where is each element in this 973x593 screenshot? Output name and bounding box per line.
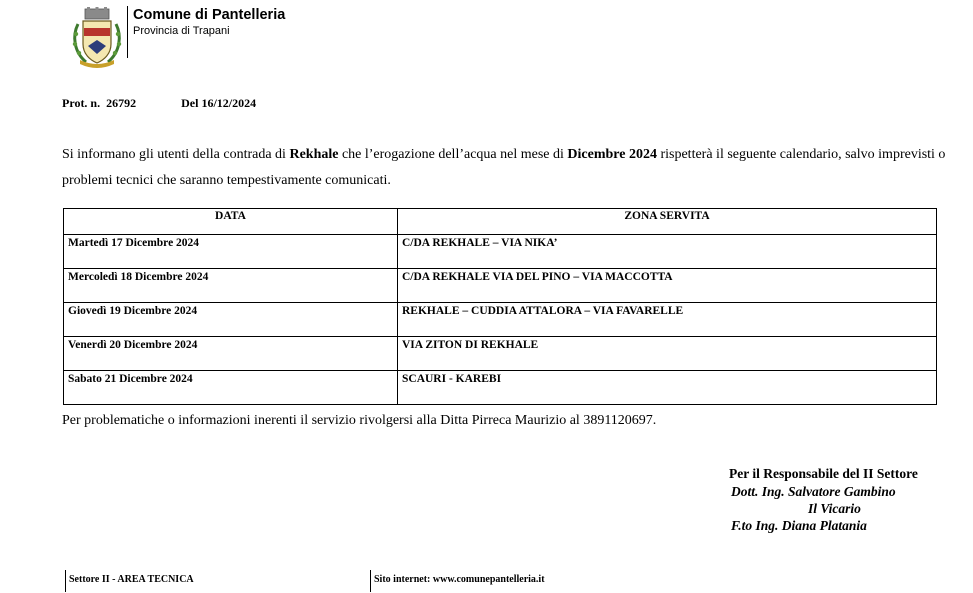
header-divider — [127, 6, 128, 58]
table-row — [64, 269, 937, 303]
footer-sector: Settore II - AREA TECNICA — [69, 574, 194, 585]
schedule-table — [63, 208, 937, 405]
protocol-number: 26792 — [106, 96, 137, 110]
province-name: Provincia di Trapani — [133, 25, 230, 37]
intro-text-1: Si informano gli utenti della contrada di — [62, 147, 290, 162]
row-date: Mercoledì 18 Dicembre 2024 — [64, 269, 398, 303]
municipality-name: Comune di Pantelleria — [133, 7, 286, 23]
protocol-date-label: Del — [181, 96, 199, 110]
contact-paragraph: Per problematiche o informazioni inerenti il servizio rivolgersi alla Ditta Pirreca Maurizio al 3891120697. — [62, 413, 657, 428]
row-zone: SCAURI - KAREBI — [398, 371, 937, 405]
intro-place: Rekhale — [289, 147, 339, 162]
table-row — [64, 337, 937, 371]
row-zone: C/DA REKHALE – VIA NIKA’ — [398, 235, 937, 269]
intro-text-3: rispetterà il seguente calendario, salvo imprevisti o problemi tecnici che saranno tempestivamente comunicati. — [62, 147, 946, 188]
row-date: Giovedì 19 Dicembre 2024 — [64, 303, 398, 337]
footer-divider-mid — [370, 570, 371, 592]
intro-paragraph — [62, 142, 947, 194]
row-date: Sabato 21 Dicembre 2024 — [64, 371, 398, 405]
table-row — [64, 235, 937, 269]
protocol-date: 16/12/2024 — [201, 96, 257, 110]
intro-text-2: che l’erogazione dell’acqua nel mese di — [338, 147, 568, 162]
row-zone: VIA ZITON DI REKHALE — [398, 337, 937, 371]
municipal-crest-icon — [70, 6, 124, 70]
intro-month: Dicembre 2024 — [567, 147, 657, 162]
protocol-line — [62, 96, 256, 111]
column-header-zone: ZONA SERVITA — [398, 209, 937, 235]
signature-role: Per il Responsabile del II Settore — [729, 466, 918, 481]
column-header-date: DATA — [64, 209, 398, 235]
row-date: Martedì 17 Dicembre 2024 — [64, 235, 398, 269]
signature-name: Dott. Ing. Salvatore Gambino — [731, 484, 896, 499]
protocol-number-label: Prot. n. — [62, 96, 101, 110]
footer-website: Sito internet: www.comunepantelleria.it — [374, 574, 545, 585]
row-date: Venerdì 20 Dicembre 2024 — [64, 337, 398, 371]
footer-divider-left — [65, 570, 66, 592]
row-zone: C/DA REKHALE VIA DEL PINO – VIA MACCOTTA — [398, 269, 937, 303]
table-header-row — [64, 209, 937, 235]
signature-vicario: Il Vicario — [808, 501, 861, 516]
row-zone: REKHALE – CUDDIA ATTALORA – VIA FAVARELLE — [398, 303, 937, 337]
signature-signed-by: F.to Ing. Diana Platania — [731, 518, 867, 533]
table-row — [64, 371, 937, 405]
table-row — [64, 303, 937, 337]
